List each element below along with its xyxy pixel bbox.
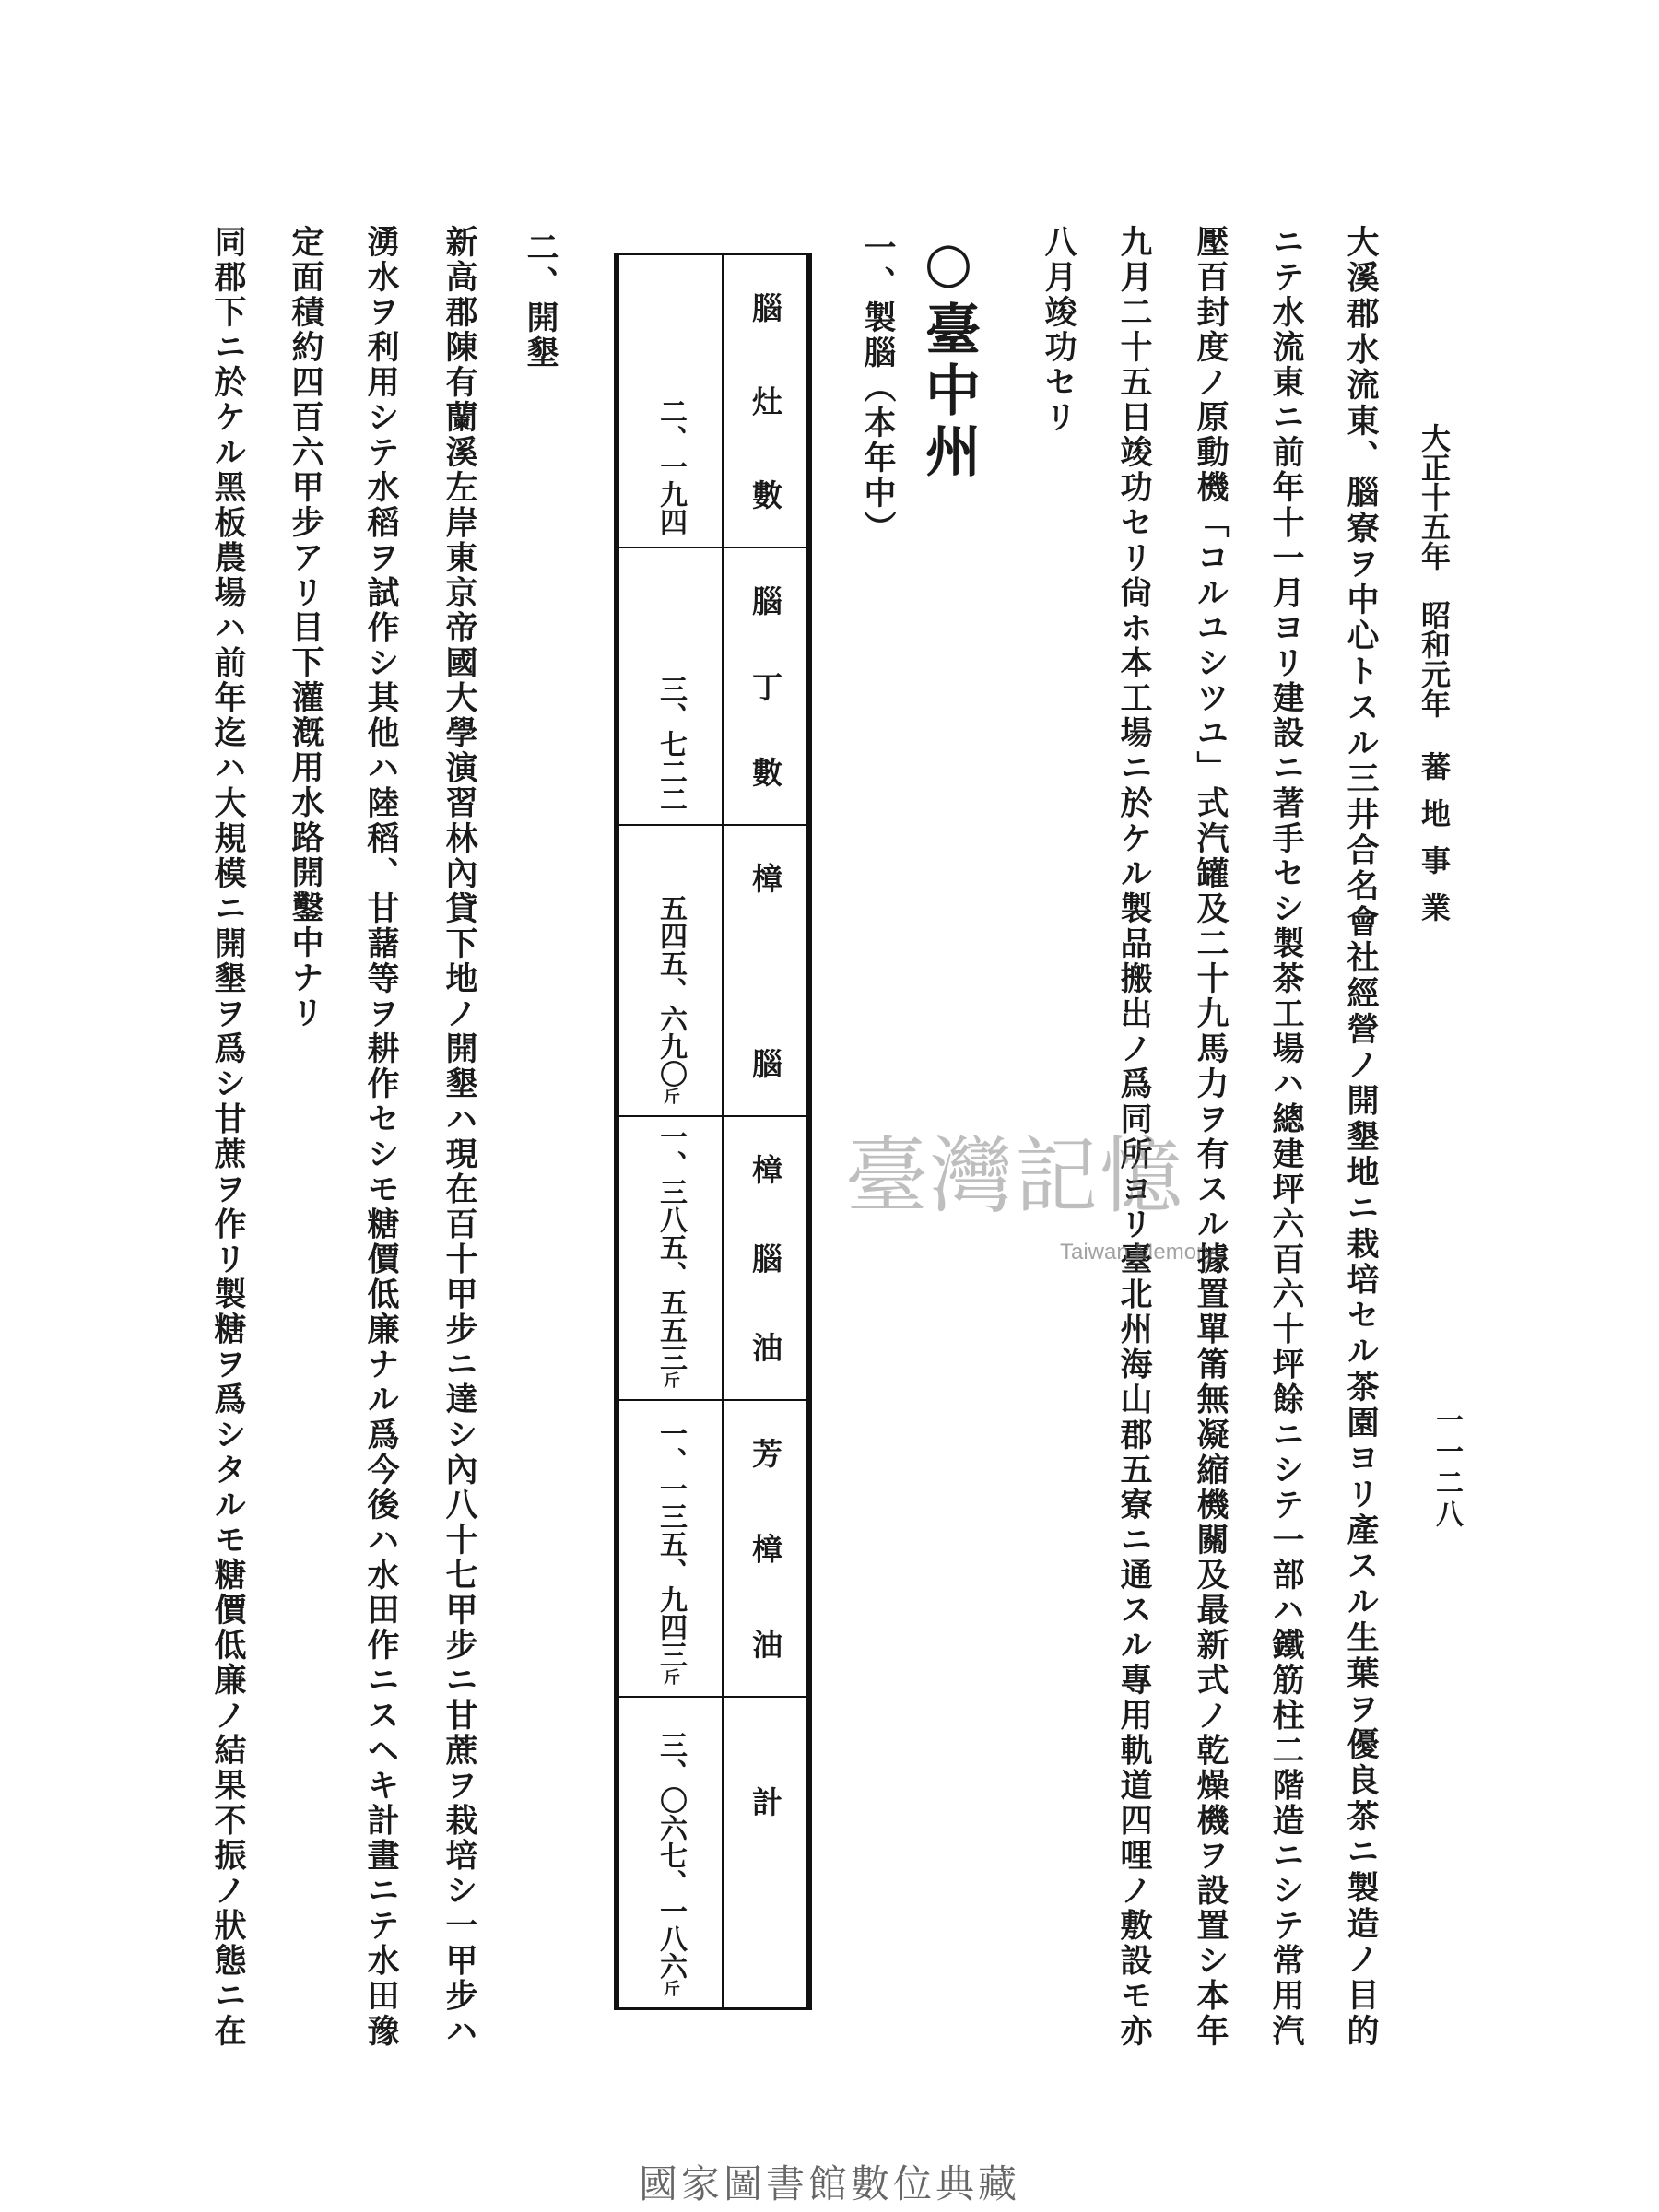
table-header-cell: 樟腦 xyxy=(722,826,806,1115)
table-value: 三、〇六七、一八六 xyxy=(654,1731,687,1980)
table-value-cell xyxy=(619,1117,722,1399)
table-header-cell-total: 計 xyxy=(722,1698,806,2007)
watermark-title: 臺灣記憶 xyxy=(845,1128,1184,1225)
paragraph-line: 定面積約四百六甲步アリ目下灌漑用水路開鑿中ナリ xyxy=(287,225,324,1030)
paragraph-line: ニテ水流東ニ前年十一月ヨリ建設ニ著手セシ製茶工場ハ總建坪六百六十坪餘ニシテ一部ハ鐵筋柱二階造ニシテ常用汽 xyxy=(1267,225,1305,2047)
table-value-cell xyxy=(619,1401,722,1696)
table-value: 三、七二二 xyxy=(654,675,687,813)
table-value: 五四五、六九〇 xyxy=(654,894,687,1088)
running-head-section: 蕃地事業 xyxy=(1417,751,1452,939)
table-unit: 斤 xyxy=(661,1088,680,1104)
table-value: 二、一九四 xyxy=(654,397,687,535)
table-value: 一、一三五、九四三 xyxy=(654,1419,687,1668)
table-row xyxy=(619,1401,806,1698)
paragraph-line: 壓百封度ノ原動機「コルユシツユ」式汽罐及二十九馬力ヲ有スル據置單筩無凝縮機關及最新式ノ乾燥機ヲ設置シ本年 xyxy=(1192,225,1230,2047)
paragraph-line: 九月二十五日竣功セリ尙ホ本工場ニ於ケル製品搬出ノ爲同所ヨリ臺北州海山郡五寮ニ通スル專用軌道四哩ノ敷設モ亦 xyxy=(1115,225,1153,2047)
reclamation-section-heading: 二、開墾 xyxy=(522,230,559,371)
prefecture-heading: ○臺中州 xyxy=(916,230,981,483)
table-value: 一、三八五、五五三 xyxy=(654,1123,687,1371)
watermark-subtitle: Taiwan Memory xyxy=(1060,1240,1216,1265)
running-head xyxy=(1397,423,1471,939)
table-row xyxy=(619,255,806,548)
table-unit: 斤 xyxy=(661,1668,680,1685)
table-value-cell xyxy=(619,255,722,547)
table-value-cell xyxy=(619,826,722,1115)
table-value-cell xyxy=(619,548,722,824)
paragraph-line: 大溪郡水流東、腦寮ヲ中心トスル三井合名會社經營ノ開墾地ニ栽培セル茶園ヨリ產スル生葉ヲ優良茶ニ製造ノ目的 xyxy=(1342,225,1380,2047)
paragraph-line: 新高郡陳有蘭溪左岸東京帝國大學演習林內貸下地ノ開墾ハ現在百十甲步ニ達シ內八十七甲步ニ甘蔗ヲ栽培シ一甲步ハ xyxy=(441,225,478,2047)
table-row xyxy=(619,1698,806,2007)
paragraph-line: 同郡下ニ於ケル黑板農場ハ前年迄ハ大規模ニ開墾ヲ爲シ甘蔗ヲ作リ製糖ヲ爲シタルモ糖價低廉ノ結果不振ノ狀態ニ在 xyxy=(209,225,247,2047)
running-head-era: 大正十五年 昭和元年 xyxy=(1417,423,1452,718)
table-unit: 斤 xyxy=(661,1980,680,1996)
table-row xyxy=(619,548,806,826)
table-header-cell: 腦灶數 xyxy=(722,255,806,547)
table-header-cell: 樟腦油 xyxy=(722,1117,806,1399)
camphor-section-heading: 一、製腦（本年中） xyxy=(859,230,897,546)
paragraph-line: 湧水ヲ利用シテ水稻ヲ試作シ其他ハ陸稻、甘藷等ヲ耕作セシモ糖價低廉ナル爲今後ハ水田作ニスヘキ計畫ニテ水田豫 xyxy=(362,225,400,2047)
camphor-production-table xyxy=(614,253,812,2010)
footer-collection-label: 國家圖書館數位典藏 xyxy=(638,2161,1020,2206)
table-unit: 斤 xyxy=(661,1371,680,1388)
table-header-cell: 芳樟油 xyxy=(722,1401,806,1696)
page-number: 一一二八 xyxy=(1430,1406,1463,1531)
table-row xyxy=(619,1117,806,1401)
paragraph-line: 八月竣功セリ xyxy=(1040,225,1077,435)
table-value-cell xyxy=(619,1698,722,2007)
table-row xyxy=(619,826,806,1117)
table-header-cell: 腦丁數 xyxy=(722,548,806,824)
